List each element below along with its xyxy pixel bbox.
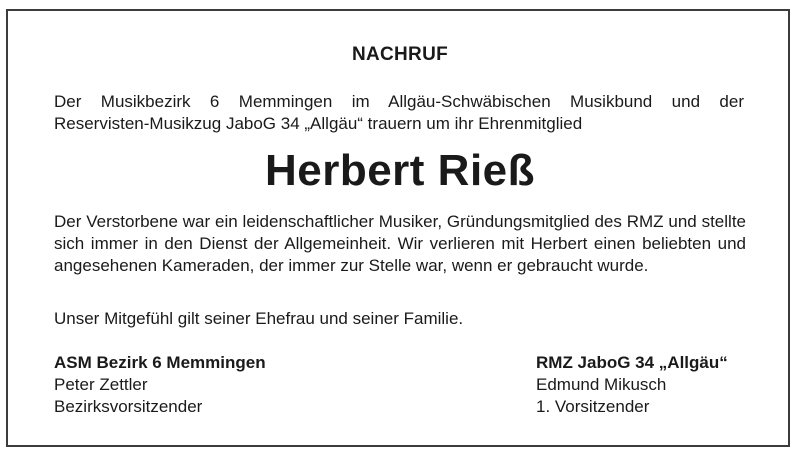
signature-right-organization: RMZ JaboG 34 „Allgäu“ [536,353,728,372]
intro-line-1: Der Musikbezirk 6 Memmingen im Allgäu-Schwäbischen Musikbund und der [54,92,744,111]
signature-left-role: Bezirksvorsitzender [54,397,203,416]
notice-heading: NACHRUF [351,44,449,65]
signature-right-person: Edmund Mikusch [536,375,667,394]
condolence-text: Unser Mitgefühl gilt seiner Ehefrau und seiner Familie. [54,309,464,328]
deceased-name: Herbert Rieß [264,146,536,195]
signature-left-person: Peter Zettler [54,375,148,394]
signature-left-organization: ASM Bezirk 6 Memmingen [54,353,266,372]
intro-line-2: Reservisten-Musikzug JaboG 34 „Allgäu“ trauern um ihr Ehrenmitglied [54,114,583,133]
tribute-paragraph: Der Verstorbene war ein leidenschaftlicher Musiker, Gründungsmitglied des RMZ und stellte sich immer in den Dienst der Allgemeinheit. Wir verlieren mit Herbert einen beliebten und angesehenen Kameraden, der immer zur Stelle war, wenn er gebraucht wurde. [54,212,746,275]
signature-right [536,352,728,418]
signature-right-role: 1. Vorsitzender [536,397,650,416]
signature-left [54,352,266,418]
intro-paragraph [54,91,744,135]
